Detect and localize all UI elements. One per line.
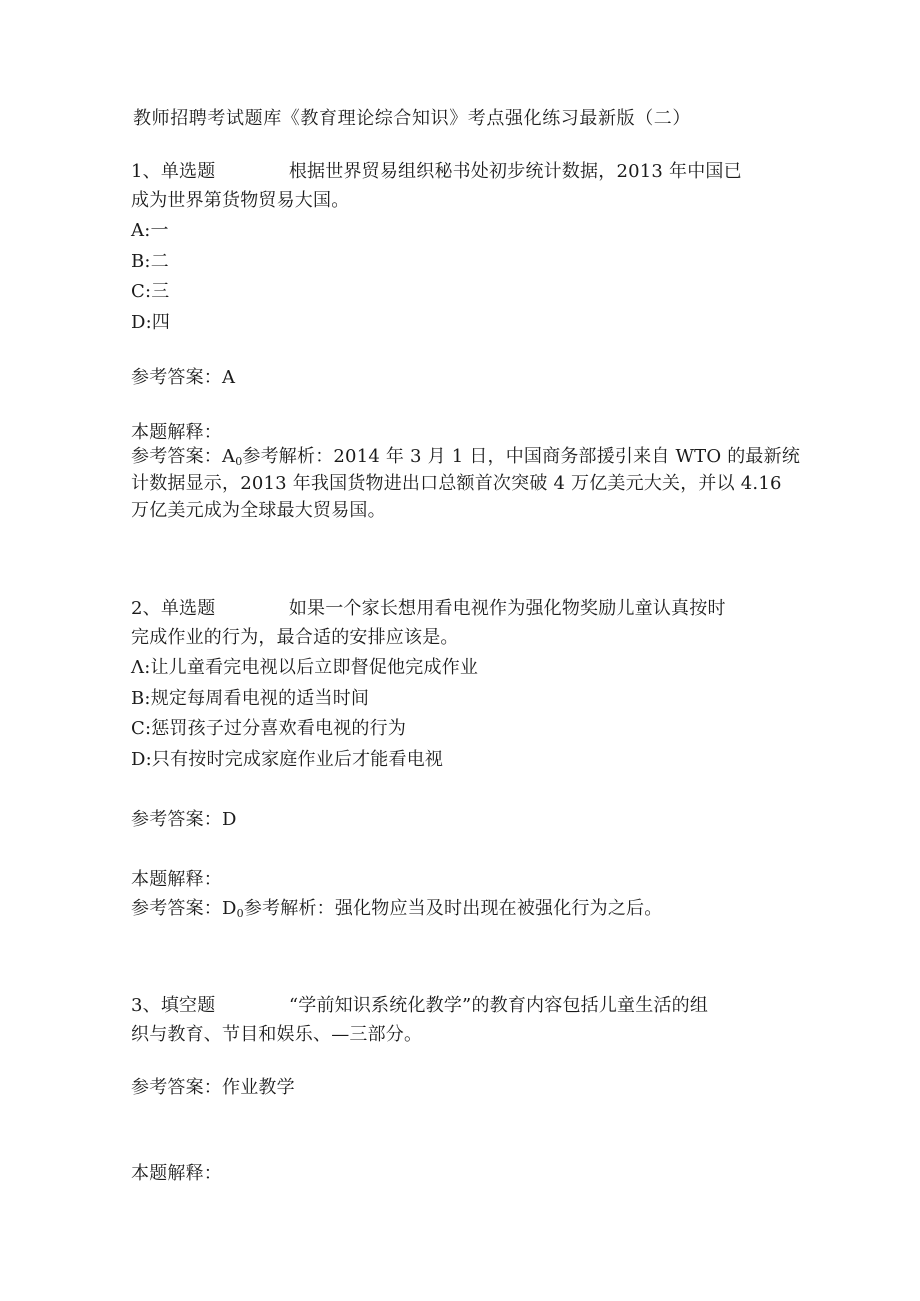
explanation-answer: 参考答案：A [131, 446, 236, 467]
document-title: 教师招聘考试题库《教育理论综合知识》考点强化练习最新版（二） [133, 108, 691, 129]
question-stem: 根据世界贸易组织秘书处初步统计数据，2013 年中国已 [288, 161, 742, 182]
question-number: 1、 [131, 161, 161, 182]
option-b: B:二 [131, 251, 169, 272]
explanation-line [131, 898, 662, 925]
option-c: C:三 [131, 281, 170, 302]
explanation-label: 本题解释： [131, 869, 222, 890]
explanation-text: 参考解析：强化物应当及时出现在被强化行为之后。 [243, 898, 663, 919]
explanation-label: 本题解释： [131, 422, 222, 443]
question-2-header [131, 598, 726, 620]
explanation-line: 万亿美元成为全球最大贸易国。 [131, 500, 386, 521]
question-stem: “学前知识系统化教学”的教育内容包括儿童生活的组 [288, 995, 709, 1016]
option-d: D:只有按时完成家庭作业后才能看电视 [131, 749, 444, 770]
explanation-line: 计数据显示，2013 年我国货物进出口总额首次突破 4 万亿美元大关，并以 4.16 [131, 473, 782, 494]
question-number: 2、 [131, 598, 161, 619]
question-number: 3、 [131, 995, 161, 1016]
question-stem: 如果一个家长想用看电视作为强化物奖励儿童认真按时 [288, 598, 726, 619]
option-a: Λ:让儿童看完电视以后立即督促他完成作业 [131, 657, 479, 678]
question-type: 单选题 [160, 598, 216, 619]
answer: 参考答案：D [131, 809, 237, 830]
explanation-subscript: 0 [235, 455, 243, 468]
option-b: B:规定每周看电视的适当时间 [131, 688, 370, 709]
question-stem-continued: 织与教育、节目和娱乐、—三部分。 [131, 1024, 423, 1045]
explanation-line [131, 446, 800, 473]
question-stem-continued: 成为世界第货物贸易大国。 [131, 190, 350, 211]
question-stem-continued: 完成作业的行为，最合适的安排应该是。 [131, 627, 459, 648]
explanation-answer: 参考答案：D [131, 898, 237, 919]
option-a: A:一 [131, 220, 169, 241]
explanation-subscript: 0 [236, 907, 244, 920]
question-3-header [131, 995, 708, 1017]
question-type: 单选题 [160, 161, 216, 182]
answer: 参考答案：作业教学 [131, 1077, 295, 1098]
option-d: D:四 [131, 312, 171, 333]
answer: 参考答案：A [131, 367, 236, 388]
explanation-label: 本题解释： [131, 1163, 222, 1184]
question-1-header [131, 161, 742, 183]
question-type: 填空题 [160, 995, 216, 1016]
explanation-text: 参考解析：2014 年 3 月 1 日，中国商务部援引来自 WTO 的最新统 [242, 446, 801, 467]
option-c: C:惩罚孩子过分喜欢看电视的行为 [131, 718, 407, 739]
